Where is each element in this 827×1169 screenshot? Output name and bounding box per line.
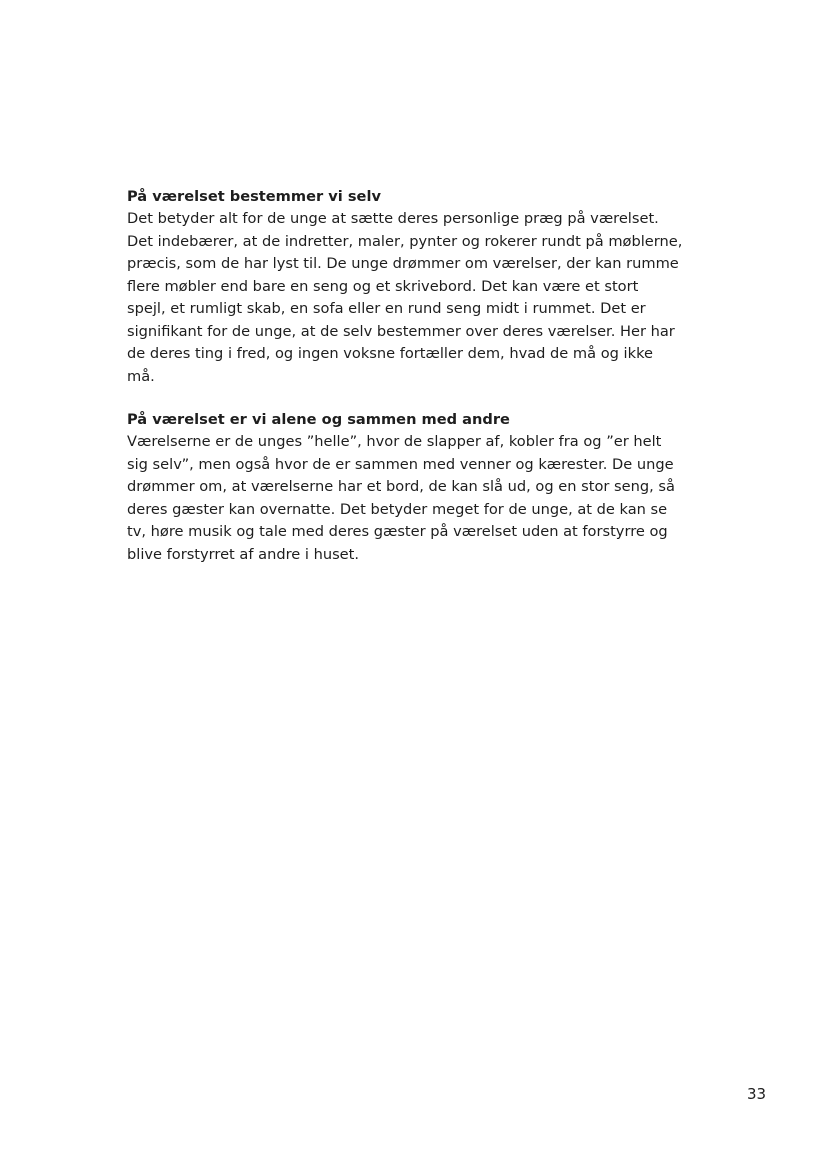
paragraph-line: præcis, som de har lyst til. De unge drømmer om værelser, der kan rumme	[127, 255, 679, 272]
paragraph-line: tv, høre musik og tale med deres gæster på værelset uden at forstyrre og	[127, 523, 668, 540]
paragraph-line: må.	[127, 367, 155, 385]
section-heading: På værelset bestemmer vi selv	[127, 188, 381, 205]
paragraph-line: Værelserne er de unges ”helle”, hvor de slapper af, kobler fra og ”er helt	[127, 433, 662, 450]
paragraph-line: de deres ting i fred, og ingen voksne fortæller dem, hvad de må og ikke	[127, 345, 653, 362]
paragraph-line: flere møbler end bare en seng og et skrivebord. Det kan være et stort	[127, 277, 639, 295]
paragraph-line: spejl, et rumligt skab, en sofa eller en rund seng midt i rummet. Det er	[127, 300, 646, 317]
section-heading: På værelset er vi alene og sammen med andre	[127, 411, 510, 428]
paragraph-line: sig selv”, men også hvor de er sammen med venner og kærester. De unge	[127, 455, 674, 473]
section-alone-and-together	[127, 409, 727, 566]
paragraph-line: blive forstyrret af andre i huset.	[127, 545, 360, 563]
section-paragraph	[127, 208, 727, 388]
paragraph-line: deres gæster kan overnatte. Det betyder meget for de unge, at de kan se	[127, 500, 668, 518]
paragraph-line: signifikant for de unge, at de selv bestemmer over deres værelser. Her har	[127, 322, 675, 340]
section-own-decisions	[127, 186, 727, 388]
section-paragraph	[127, 431, 727, 566]
paragraph-line: Det betyder alt for de unge at sætte deres personlige præg på værelset.	[127, 210, 659, 227]
paragraph-line: Det indebærer, at de indretter, maler, pynter og rokerer rundt på møblerne,	[127, 232, 683, 250]
paragraph-line: drømmer om, at værelserne har et bord, de kan slå ud, og en stor seng, så	[127, 478, 675, 495]
page-content	[127, 186, 727, 587]
page-number: 33	[747, 1085, 767, 1103]
